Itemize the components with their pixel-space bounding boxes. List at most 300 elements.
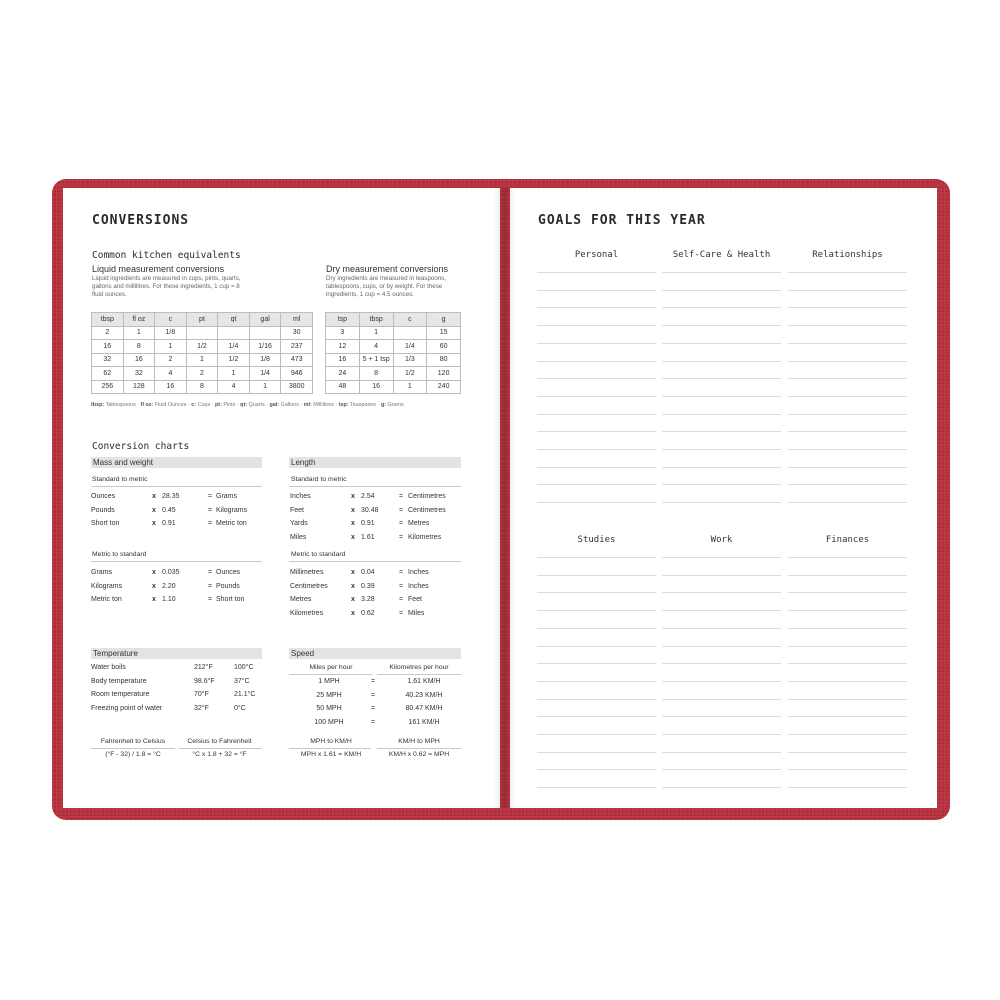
dry-conversion-table	[325, 312, 461, 394]
row-value: Body temperature	[91, 677, 147, 685]
table-cell: 60	[427, 340, 461, 354]
table-cell: 1/4	[249, 367, 281, 381]
legend-item: g: Grams	[380, 402, 404, 408]
row-value: Short ton	[91, 520, 120, 527]
row-value: =	[208, 582, 213, 590]
table-cell: 3800	[281, 380, 313, 394]
table-cell	[218, 326, 250, 340]
legend-item: ml: Millilitres	[303, 402, 334, 408]
goal-writing-line	[537, 734, 656, 735]
goal-writing-line	[537, 557, 656, 558]
legend-abbr: g:	[380, 402, 387, 408]
table-row	[92, 326, 313, 340]
length-s2m-title: Standard to metric	[291, 476, 347, 483]
row-value: =	[208, 506, 213, 514]
table-cell: 1/4	[393, 340, 427, 354]
legend-item: qt: Quarts	[240, 402, 265, 408]
row-value: Centimetres	[290, 582, 328, 590]
table-cell: 2	[92, 326, 124, 340]
row-value: Kilograms	[216, 506, 248, 514]
mph-to-kmh-title: MPH to KM/H	[310, 738, 352, 745]
row-value: Metric ton	[216, 520, 247, 527]
legend-item: fl oz: Fluid Ounces	[140, 402, 187, 408]
row-value: =	[371, 718, 376, 726]
row-value: 98.6°F	[194, 677, 215, 685]
goals-title: GOALS FOR THIS YEAR	[538, 213, 706, 228]
header-cell: fl oz	[123, 313, 155, 327]
row-value: 37°C	[234, 677, 250, 685]
row-value: Centimetres	[408, 493, 446, 500]
row-value: Kilograms	[91, 582, 123, 590]
goal-writing-line	[662, 575, 781, 576]
table-cell: 1	[249, 380, 281, 394]
goal-writing-line	[537, 592, 656, 593]
legend-item: pt: Pints	[214, 402, 236, 408]
page-title: CONVERSIONS	[92, 213, 190, 228]
goal-writing-line	[537, 681, 656, 682]
divider	[91, 486, 262, 487]
goal-writing-line	[662, 467, 781, 468]
legend-item: tsp: Teaspoons	[338, 402, 377, 408]
table-row	[326, 353, 461, 367]
goal-writing-line	[788, 272, 907, 273]
goal-writing-line	[662, 716, 781, 717]
row-value: 3.28	[361, 596, 375, 603]
row-value: x	[351, 520, 355, 527]
goal-writing-line	[662, 290, 781, 291]
row-value: x	[351, 582, 355, 590]
row-value: 0.45	[162, 506, 176, 514]
row-value: x	[351, 533, 355, 541]
goal-writing-line	[662, 502, 781, 503]
goal-writing-line	[788, 396, 907, 397]
table-header-row	[92, 313, 313, 327]
table-row	[92, 380, 313, 394]
row-value: 1 MPH	[318, 678, 340, 685]
table-cell: 1/2	[218, 353, 250, 367]
row-value: 161 KM/H	[408, 718, 440, 726]
row-value: Inches	[290, 493, 311, 500]
table-row	[326, 367, 461, 381]
row-value: =	[371, 691, 376, 699]
divider	[377, 674, 461, 675]
row-value: =	[208, 596, 213, 603]
table-cell: 8	[123, 340, 155, 354]
table-cell	[186, 326, 218, 340]
row-value: 0.91	[361, 520, 375, 527]
liquid-conversion-table	[91, 312, 313, 394]
table-cell: 1/2	[393, 367, 427, 381]
right-page	[510, 188, 937, 808]
goal-writing-line	[537, 663, 656, 664]
table-cell: 2	[155, 353, 187, 367]
goal-writing-line	[537, 484, 656, 485]
goal-writing-line	[662, 414, 781, 415]
goal-writing-line	[788, 716, 907, 717]
kmh-to-mph-formula: KM/H x 0.62 = MPH	[388, 751, 450, 758]
goal-writing-line	[537, 343, 656, 344]
table-cell: 30	[281, 326, 313, 340]
goal-writing-line	[788, 787, 907, 788]
table-cell: 1/2	[186, 340, 218, 354]
table-cell: 3	[326, 326, 360, 340]
goal-writing-line	[537, 628, 656, 629]
row-value: =	[371, 705, 376, 712]
row-value: 21.1°C	[234, 691, 256, 698]
goal-writing-line	[537, 325, 656, 326]
table-cell: 8	[186, 380, 218, 394]
header-cell: ml	[281, 313, 313, 327]
f2c-formula: (°F - 32) / 1.8 = °C	[105, 751, 161, 758]
header-cell: tbsp	[359, 313, 393, 327]
divider	[289, 674, 373, 675]
goal-writing-line	[788, 325, 907, 326]
goal-writing-line	[662, 325, 781, 326]
goal-writing-line	[537, 787, 656, 788]
table-row	[92, 340, 313, 354]
goal-writing-line	[537, 467, 656, 468]
goal-writing-line	[662, 752, 781, 753]
mass-weight-header: Mass and weight	[91, 457, 262, 468]
goal-writing-line	[788, 663, 907, 664]
row-value: Grams	[91, 569, 112, 576]
row-value: 32°F	[194, 704, 209, 712]
dry-title: Dry measurement conversions	[326, 264, 449, 274]
goal-writing-line	[537, 307, 656, 308]
row-value: Grams	[216, 493, 237, 500]
row-value: Pounds	[91, 506, 115, 514]
legend-abbr: gal:	[269, 402, 280, 408]
goal-writing-line	[662, 484, 781, 485]
goal-writing-line	[537, 699, 656, 700]
goal-writing-line	[662, 628, 781, 629]
dry-description: Dry ingredients are measured in teaspoons, tablespoons, cups, or by weight. For these ingredients, 1 cup = 4.5 ounces.	[326, 275, 447, 298]
header-cell: qt	[218, 313, 250, 327]
goal-writing-line	[788, 575, 907, 576]
row-value: x	[152, 493, 156, 500]
goal-writing-line	[662, 396, 781, 397]
row-value: x	[351, 569, 355, 576]
goal-writing-line	[662, 699, 781, 700]
row-value: Metres	[290, 596, 312, 603]
row-value: Inches	[408, 569, 429, 576]
table-cell: 32	[92, 353, 124, 367]
goal-column-header: Studies	[577, 535, 616, 545]
header-cell: c	[155, 313, 187, 327]
goal-writing-line	[662, 734, 781, 735]
row-value: 100 MPH	[314, 718, 344, 726]
row-value: Feet	[290, 506, 305, 514]
goal-writing-line	[788, 592, 907, 593]
f2c-title: Fahrenheit to Celsius	[100, 738, 166, 745]
row-value: x	[152, 582, 156, 590]
row-value: Water boils	[91, 664, 126, 671]
goal-writing-line	[662, 272, 781, 273]
kitchen-heading: Common kitchen equivalents	[92, 250, 241, 261]
divider	[91, 748, 175, 749]
row-value: Metres	[408, 520, 430, 527]
row-value: x	[152, 596, 156, 603]
row-value: x	[351, 493, 355, 500]
table-cell: 24	[326, 367, 360, 381]
table-cell: 240	[427, 380, 461, 394]
goal-writing-line	[788, 769, 907, 770]
row-value: x	[152, 569, 156, 576]
row-value: 40.23 KM/H	[405, 691, 443, 699]
table-cell: 237	[281, 340, 313, 354]
speed-header: Speed	[289, 648, 461, 659]
table-cell: 48	[326, 380, 360, 394]
goal-writing-line	[537, 290, 656, 291]
header-cell: pt	[186, 313, 218, 327]
goal-writing-line	[662, 557, 781, 558]
table-row	[326, 326, 461, 340]
table-row	[326, 380, 461, 394]
goal-writing-line	[788, 646, 907, 647]
table-header-row	[326, 313, 461, 327]
row-value: 30.48	[361, 506, 379, 514]
table-cell: 62	[92, 367, 124, 381]
table-cell: 946	[281, 367, 313, 381]
row-value: Centimetres	[408, 506, 446, 514]
goal-writing-line	[788, 414, 907, 415]
goal-writing-line	[788, 734, 907, 735]
table-cell	[249, 326, 281, 340]
goal-column-header: Relationships	[812, 250, 883, 260]
goal-writing-line	[662, 343, 781, 344]
row-value: Ounces	[91, 493, 116, 500]
row-value: 2.20	[162, 582, 176, 590]
row-value: =	[399, 582, 404, 590]
row-value: Kilometres	[290, 609, 324, 617]
goal-writing-line	[662, 592, 781, 593]
table-cell: 16	[155, 380, 187, 394]
row-value: Pounds	[216, 582, 240, 590]
table-cell: 256	[92, 380, 124, 394]
length-m2s-title: Metric to standard	[291, 551, 346, 558]
c2f-title: Celsius to Fahrenheit	[187, 738, 252, 745]
goal-writing-line	[788, 290, 907, 291]
row-value: x	[351, 609, 355, 617]
table-row	[326, 340, 461, 354]
row-value: x	[152, 506, 156, 514]
divider	[179, 748, 262, 749]
row-value: Metric ton	[91, 596, 122, 603]
goal-writing-line	[537, 449, 656, 450]
goal-writing-line	[788, 628, 907, 629]
row-value: 1.61	[361, 533, 375, 541]
table-cell: 2	[186, 367, 218, 381]
header-cell: tbsp	[92, 313, 124, 327]
goal-writing-line	[662, 646, 781, 647]
row-value: 28.35	[162, 493, 180, 500]
divider	[289, 748, 371, 749]
legend-item: gal: Gallons	[269, 402, 299, 408]
row-value: Inches	[408, 582, 429, 590]
row-value: 0°C	[234, 704, 246, 712]
row-value: x	[152, 520, 156, 527]
row-value: 212°F	[194, 664, 213, 671]
header-cell: tsp	[326, 313, 360, 327]
goal-writing-line	[537, 752, 656, 753]
row-value: 1.10	[162, 596, 176, 603]
row-value: 0.62	[361, 609, 375, 617]
row-value: =	[399, 533, 404, 541]
table-cell: 1/3	[393, 353, 427, 367]
goal-writing-line	[662, 663, 781, 664]
goal-writing-line	[537, 378, 656, 379]
goal-writing-line	[662, 787, 781, 788]
divider	[377, 748, 461, 749]
legend-abbr: c:	[191, 402, 197, 408]
goal-writing-line	[662, 307, 781, 308]
table-cell: 16	[326, 353, 360, 367]
table-cell: 16	[359, 380, 393, 394]
liquid-description: Liquid ingredients are measured in cups, pints, quarts, gallons and millilitres. For these ingredients, 1 cup = 8 fluid ounces.	[92, 275, 241, 298]
goal-writing-line	[537, 769, 656, 770]
row-value: Miles	[408, 609, 425, 617]
row-value: Kilometres	[408, 533, 442, 541]
goal-writing-line	[537, 272, 656, 273]
goal-writing-line	[788, 699, 907, 700]
goal-writing-line	[662, 681, 781, 682]
table-row	[92, 367, 313, 381]
row-value: =	[208, 493, 213, 500]
liquid-title: Liquid measurement conversions	[92, 264, 225, 274]
speed-col-kmh: Kilometres per hour	[389, 664, 449, 671]
table-cell: 32	[123, 367, 155, 381]
row-value: 0.39	[361, 582, 375, 590]
goal-writing-line	[788, 502, 907, 503]
table-cell: 4	[218, 380, 250, 394]
row-value: x	[351, 596, 355, 603]
header-cell: gal	[249, 313, 281, 327]
row-value: 0.91	[162, 520, 176, 527]
goal-writing-line	[537, 431, 656, 432]
row-value: =	[399, 596, 404, 603]
c2f-formula: °C x 1.8 + 32 = °F	[192, 751, 247, 758]
goal-writing-line	[662, 378, 781, 379]
divider	[91, 561, 262, 562]
goal-column-header: Finances	[825, 535, 870, 545]
row-value: =	[208, 520, 213, 527]
row-value: =	[399, 506, 404, 514]
row-value: Feet	[408, 596, 423, 603]
header-cell: c	[393, 313, 427, 327]
row-value: =	[208, 569, 213, 576]
row-value: 25 MPH	[316, 691, 342, 699]
goal-writing-line	[662, 610, 781, 611]
row-value: Short ton	[216, 596, 245, 603]
goal-writing-line	[788, 431, 907, 432]
table-cell: 1	[359, 326, 393, 340]
goal-writing-line	[788, 610, 907, 611]
row-value: 0.04	[361, 569, 375, 576]
table-cell: 128	[123, 380, 155, 394]
goal-column-header: Work	[710, 535, 733, 545]
goal-writing-line	[788, 681, 907, 682]
goal-writing-line	[537, 502, 656, 503]
goal-writing-line	[788, 467, 907, 468]
goal-writing-line	[537, 414, 656, 415]
legend-abbr: ml:	[303, 402, 312, 408]
row-value: =	[399, 609, 404, 617]
table-cell: 4	[155, 367, 187, 381]
table-cell: 16	[123, 353, 155, 367]
mass-s2m-title: Standard to metric	[92, 476, 148, 483]
goal-writing-line	[662, 361, 781, 362]
goal-writing-line	[788, 307, 907, 308]
table-cell: 12	[326, 340, 360, 354]
goal-writing-line	[537, 361, 656, 362]
table-cell: 5 + 1 tsp	[359, 353, 393, 367]
goal-writing-line	[788, 449, 907, 450]
table-cell: 1/8	[155, 326, 187, 340]
row-value: Room temperature	[91, 691, 150, 698]
divider	[289, 486, 461, 487]
table-cell: 15	[427, 326, 461, 340]
row-value: =	[399, 520, 404, 527]
goal-writing-line	[788, 361, 907, 362]
divider	[289, 561, 461, 562]
goal-writing-line	[537, 646, 656, 647]
table-cell: 80	[427, 353, 461, 367]
goal-column-header: Personal	[574, 250, 619, 260]
length-header: Length	[289, 457, 461, 468]
row-value: =	[399, 569, 404, 576]
speed-col-mph: Miles per hour	[309, 664, 353, 671]
row-value: Yards	[290, 520, 308, 527]
table-row	[92, 353, 313, 367]
legend-abbr: fl oz:	[140, 402, 154, 408]
row-value: =	[399, 493, 404, 500]
table-cell: 1	[186, 353, 218, 367]
table-cell: 120	[427, 367, 461, 381]
legend-abbr: tsp:	[338, 402, 349, 408]
row-value: Miles	[290, 533, 307, 541]
table-cell: 1	[123, 326, 155, 340]
book-spine-shadow	[494, 188, 516, 808]
goal-writing-line	[537, 610, 656, 611]
table-cell: 1/8	[249, 353, 281, 367]
table-cell: 16	[92, 340, 124, 354]
goal-writing-line	[662, 431, 781, 432]
table-cell: 1	[393, 380, 427, 394]
row-value: Freezing point of water	[91, 704, 163, 712]
row-value: 80.47 KM/H	[405, 705, 443, 712]
goal-writing-line	[788, 484, 907, 485]
row-value: 50 MPH	[316, 705, 342, 712]
goal-writing-line	[537, 575, 656, 576]
goal-writing-line	[788, 557, 907, 558]
table-cell: 1/16	[249, 340, 281, 354]
goal-writing-line	[788, 343, 907, 344]
row-value: 70°F	[194, 691, 209, 698]
row-value: 2.54	[361, 493, 375, 500]
table-cell	[393, 326, 427, 340]
table-cell: 1	[218, 367, 250, 381]
legend-item: c: Cups	[191, 402, 211, 408]
header-cell: g	[427, 313, 461, 327]
table-cell: 473	[281, 353, 313, 367]
legend-abbr: pt:	[214, 402, 222, 408]
table-cell: 8	[359, 367, 393, 381]
row-value: 1.61 KM/H	[407, 678, 441, 685]
row-value: x	[351, 506, 355, 514]
goal-writing-line	[537, 716, 656, 717]
row-value: 0.035	[162, 569, 180, 576]
goal-writing-line	[662, 769, 781, 770]
